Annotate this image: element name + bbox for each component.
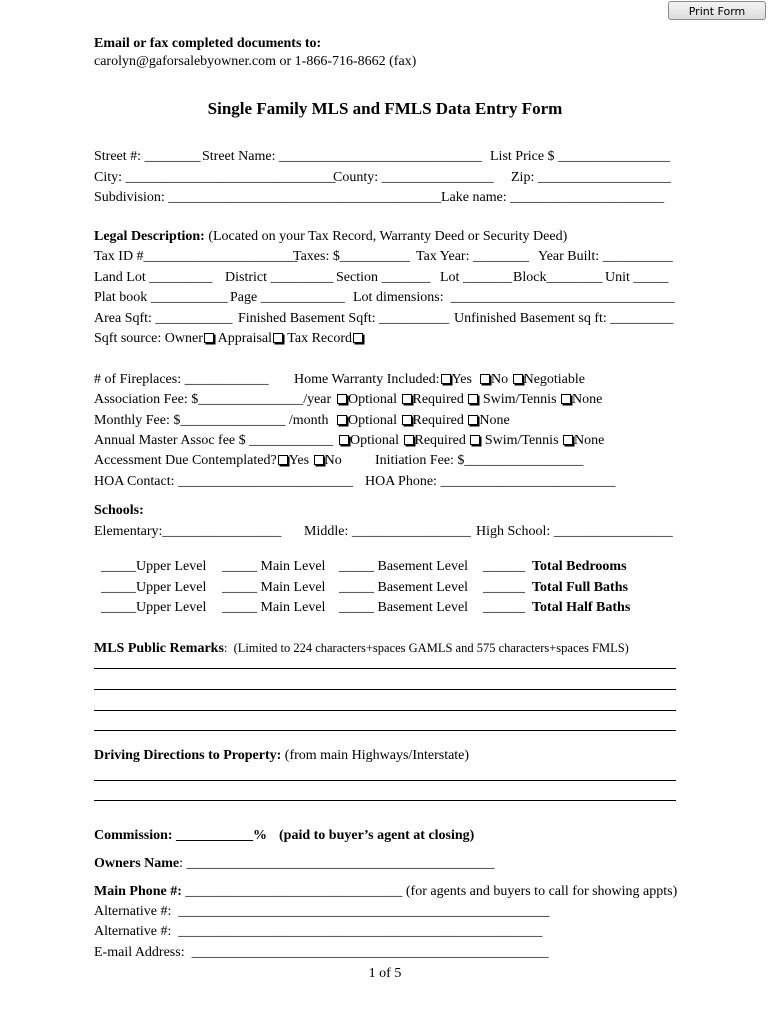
annual-none-checkbox[interactable] (563, 435, 573, 445)
year-built-field[interactable]: Year Built: __________ (538, 249, 673, 264)
annual-none-label: None (574, 433, 605, 448)
middle-school-field[interactable]: Middle: _________________ (304, 524, 471, 539)
alternative-phone-2-field[interactable]: Alternative #: ____________________________________________________ (94, 924, 543, 939)
full-baths-main-field[interactable]: _____ Main Level (222, 580, 326, 595)
section-field[interactable]: Section _______ (336, 270, 431, 285)
annual-swim-tennis-label: Swim/Tennis (484, 433, 559, 448)
high-school-field[interactable]: High School: _________________ (476, 524, 673, 539)
driving-directions-label: Driving Directions to Property: (94, 748, 282, 763)
email-address-field[interactable]: E-mail Address: ___________________________________________________ (94, 945, 549, 960)
annual-optional-label: Optional (350, 433, 399, 448)
legal-description-heading (94, 228, 567, 245)
plat-book-field[interactable]: Plat book ___________ (94, 290, 228, 305)
tax-year-field[interactable]: Tax Year: ________ (416, 249, 529, 264)
driving-directions-note: (from main Highways/Interstate) (281, 748, 470, 763)
annual-required-checkbox[interactable] (404, 435, 414, 445)
monthly-none-label: None (479, 413, 510, 428)
warranty-no-checkbox[interactable] (480, 374, 490, 384)
mls-remarks-label: MLS Public Remarks (94, 641, 224, 656)
home-warranty-row (294, 371, 585, 388)
lot-dimensions-field[interactable]: Lot dimensions: ________________________________ (353, 290, 675, 305)
total-half-baths-label: Total Half Baths (532, 600, 631, 615)
assoc-required-label: Required (412, 392, 464, 407)
bedrooms-total-field[interactable]: ______ (483, 559, 525, 574)
association-fee-options (336, 391, 602, 408)
print-form-button[interactable]: Print Form (668, 1, 766, 20)
commission-field[interactable]: Commission: ___________% (94, 828, 268, 843)
home-warranty-label: Home Warranty Included: (294, 372, 440, 387)
monthly-none-checkbox[interactable] (468, 415, 478, 425)
full-baths-upper-field[interactable]: _____Upper Level (101, 580, 207, 595)
district-field[interactable]: District _________ (225, 270, 334, 285)
association-fee-field[interactable]: Association Fee: $_______________/year (94, 392, 332, 407)
remarks-line-1[interactable] (94, 668, 676, 669)
fireplaces-field[interactable]: # of Fireplaces: ____________ (94, 372, 269, 387)
owners-name-label: Owners Name (94, 856, 180, 871)
assoc-swim-tennis-checkbox[interactable] (468, 394, 478, 404)
half-baths-main-field[interactable]: _____ Main Level (222, 600, 326, 615)
form-title: Single Family MLS and FMLS Data Entry Form (207, 99, 563, 118)
mls-remarks-heading (94, 640, 629, 657)
appraisal-label: Appraisal (217, 331, 273, 346)
total-full-baths-label: Total Full Baths (532, 580, 628, 595)
total-bedrooms-label: Total Bedrooms (532, 559, 627, 574)
hoa-phone-field[interactable]: HOA Phone: _________________________ (365, 474, 616, 489)
assoc-none-label: None (572, 392, 603, 407)
annual-optional-checkbox[interactable] (339, 435, 349, 445)
street-number-field[interactable]: Street #: ________ (94, 149, 201, 164)
street-name-field[interactable]: Street Name: _____________________________ (202, 149, 482, 164)
annual-required-label: Required (414, 433, 466, 448)
elementary-field[interactable]: Elementary:_________________ (94, 524, 282, 539)
email-heading: Email or fax completed documents to: (94, 36, 322, 51)
initiation-fee-field[interactable]: Initiation Fee: $_________________ (375, 453, 584, 468)
assessment-yes-label: Yes (288, 453, 310, 468)
subdivision-field[interactable]: Subdivision: _______________________________________ (94, 190, 442, 205)
sqft-source-row (94, 330, 364, 347)
legal-note: (Located on your Tax Record, Warranty Deed or Security Deed) (204, 229, 568, 244)
assessment-no-label: No (324, 453, 342, 468)
bedrooms-basement-field[interactable]: _____ Basement Level (339, 559, 469, 574)
directions-line-1[interactable] (94, 780, 676, 781)
tax-record-checkbox[interactable] (353, 333, 363, 343)
city-field[interactable]: City: ______________________________ (94, 170, 336, 185)
bedrooms-upper-field[interactable]: _____Upper Level (101, 559, 207, 574)
half-baths-total-field[interactable]: ______ (483, 600, 525, 615)
monthly-required-checkbox[interactable] (402, 415, 412, 425)
sqft-source-owner-label: Sqft source: Owner (94, 331, 203, 346)
bedrooms-main-field[interactable]: _____ Main Level (222, 559, 326, 574)
assessment-label: Accessment Due Contemplated? (94, 453, 277, 468)
area-sqft-field[interactable]: Area Sqft: ___________ (94, 311, 233, 326)
monthly-optional-checkbox[interactable] (337, 415, 347, 425)
page-field[interactable]: Page ____________ (230, 290, 345, 305)
warranty-yes-checkbox[interactable] (441, 374, 451, 384)
assoc-none-checkbox[interactable] (561, 394, 571, 404)
full-baths-basement-field[interactable]: _____ Basement Level (339, 580, 469, 595)
finished-basement-field[interactable]: Finished Basement Sqft: __________ (238, 311, 450, 326)
main-phone-blank[interactable]: _______________________________ (for agents and buyers to call for showing appts) (181, 884, 678, 899)
warranty-negotiable-checkbox[interactable] (513, 374, 523, 384)
annual-master-fee-field[interactable]: Annual Master Assoc fee $ ____________ (94, 433, 334, 448)
hoa-contact-field[interactable]: HOA Contact: _________________________ (94, 474, 353, 489)
assoc-optional-label: Optional (348, 392, 397, 407)
contact-info: carolyn@gaforsalebyowner.com or 1-866-716-8662 (fax) (94, 54, 417, 69)
commission-note: (paid to buyer’s agent at closing) (279, 828, 475, 843)
monthly-fee-options (336, 412, 510, 429)
annual-swim-tennis-checkbox[interactable] (470, 435, 480, 445)
main-phone-row[interactable] (94, 883, 677, 900)
monthly-fee-field[interactable]: Monthly Fee: $_______________ /month (94, 413, 329, 428)
list-price-field[interactable]: List Price $ ________________ (490, 149, 671, 164)
full-baths-total-field[interactable]: ______ (483, 580, 525, 595)
assoc-optional-checkbox[interactable] (337, 394, 347, 404)
driving-directions-heading (94, 747, 469, 764)
assessment-no-checkbox[interactable] (314, 455, 324, 465)
owner-checkbox[interactable] (204, 333, 214, 343)
monthly-optional-label: Optional (348, 413, 397, 428)
block-field[interactable]: Block________ (513, 270, 603, 285)
assoc-required-checkbox[interactable] (402, 394, 412, 404)
assessment-row (94, 452, 342, 469)
land-lot-field[interactable]: Land Lot _________ (94, 270, 213, 285)
half-baths-basement-field[interactable]: _____ Basement Level (339, 600, 469, 615)
lake-name-field[interactable]: Lake name: ______________________ (441, 190, 665, 205)
directions-line-2[interactable] (94, 800, 676, 801)
warranty-negotiable-label: Negotiable (523, 372, 585, 387)
annual-master-options (338, 432, 604, 449)
unfinished-basement-field[interactable]: Unfinished Basement sq ft: _________ (454, 311, 674, 326)
lot-field[interactable]: Lot _______ (440, 270, 512, 285)
monthly-required-label: Required (412, 413, 464, 428)
legal-label: Legal Description: (94, 229, 205, 244)
alternative-phone-1-field[interactable]: Alternative #: _____________________________________________________ (94, 904, 550, 919)
tax-id-field[interactable]: Tax ID #______________________ (94, 249, 298, 264)
appraisal-checkbox[interactable] (273, 333, 283, 343)
taxes-field[interactable]: Taxes: $__________ (293, 249, 410, 264)
main-phone-label: Main Phone #: (94, 884, 182, 899)
assoc-swim-tennis-label: Swim/Tennis (482, 392, 557, 407)
tax-record-label: Tax Record (287, 331, 353, 346)
remarks-line-4[interactable] (94, 730, 676, 731)
warranty-no-label: No (490, 372, 509, 387)
assessment-yes-checkbox[interactable] (278, 455, 288, 465)
warranty-yes-label: Yes (451, 372, 472, 387)
county-field[interactable]: County: ________________ (333, 170, 494, 185)
schools-heading: Schools: (94, 503, 144, 518)
page-number: 1 of 5 (368, 966, 402, 981)
remarks-line-2[interactable] (94, 689, 676, 690)
owners-name-blank[interactable]: : ____________________________________________ (179, 856, 495, 871)
unit-field[interactable]: Unit _____ (605, 270, 669, 285)
mls-remarks-note: : (Limited to 224 characters+spaces GAMLS and 575 characters+spaces FMLS) (223, 641, 629, 655)
remarks-line-3[interactable] (94, 710, 676, 711)
half-baths-upper-field[interactable]: _____Upper Level (101, 600, 207, 615)
zip-field[interactable]: Zip: ___________________ (511, 170, 671, 185)
owners-name-row[interactable] (94, 855, 495, 872)
